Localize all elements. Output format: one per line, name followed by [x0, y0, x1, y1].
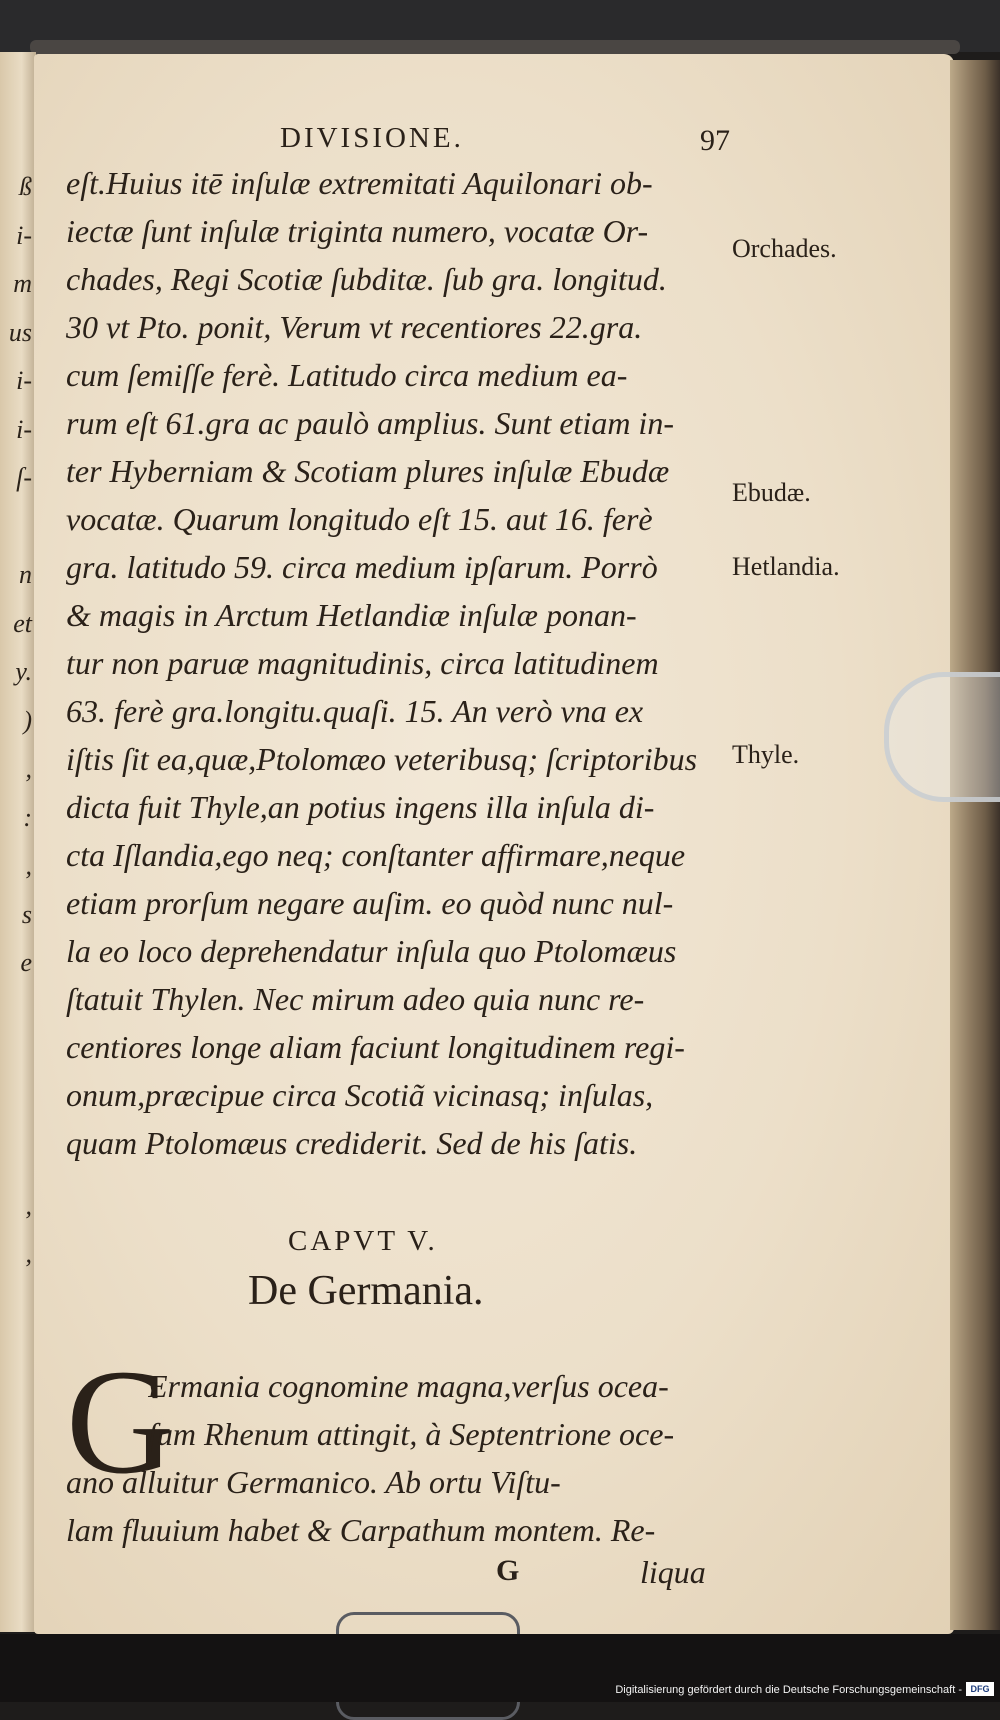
left-edge-fragment: y. [15, 657, 32, 686]
left-edge-fragment: i- [16, 414, 32, 444]
text-line: iſtis ſit ea,quæ,Ptolomæo veteribusq; ſcriptoribus [66, 741, 698, 777]
left-edge-fragment: : [23, 802, 32, 832]
left-edge-fragment: , [25, 1239, 32, 1268]
text-line: cta Iſlandia,ego neq; conſtanter affirmare,neque [66, 837, 686, 873]
text-line: eſt.Huius itē inſulæ extremitati Aquilonari ob- [66, 165, 653, 201]
marginal-note-thyle: Thyle. [732, 740, 800, 769]
drop-cap: G [66, 1339, 175, 1505]
chapter-title: De Germania. [248, 1268, 484, 1314]
left-edge-fragment: , [25, 851, 32, 880]
left-edge-fragment: , [25, 1190, 32, 1220]
paragraph-line: ano alluitur Germanico. Ab ortu Viſtu- [66, 1464, 561, 1500]
left-edge-fragment: i- [16, 220, 32, 250]
paragraph-line: Ermania cognomine magna,verſus ocea- [148, 1368, 669, 1404]
left-edge-fragment [0, 512, 36, 561]
page-number: 97 [700, 124, 730, 157]
left-edge-fragment: s [21, 899, 32, 929]
text-line: la eo loco deprehendatur inſula quo Ptolomæus [66, 933, 677, 969]
left-page-edge [0, 52, 36, 1632]
text-line: vocatæ. Quarum longitudo eſt 15. aut 16. ferè [66, 501, 653, 537]
page-clip [884, 672, 1000, 802]
text-line: chades, Regi Scotiæ ſubditæ. ſub gra. longitud. [66, 261, 667, 297]
left-edge-fragment [0, 997, 36, 1046]
left-edge-fragment: i- [16, 366, 32, 395]
marginal-note-ebudae: Ebudæ. [732, 478, 811, 507]
text-line: iectæ ſunt inſulæ triginta numero, vocatæ Or- [66, 213, 649, 249]
left-edge-fragment: m [13, 269, 32, 298]
text-line: dicta fuit Thyle,an potius ingens illa inſula di- [66, 789, 655, 825]
digitization-credit: Digitalisierung gefördert durch die Deutsche Forschungsgemeinschaft - [615, 1684, 962, 1696]
paragraph-line: lam fluuium habet & Carpathum montem. Re- [66, 1512, 656, 1548]
text-line: centiores longe aliam faciunt longitudinem regi- [66, 1029, 685, 1065]
left-edge-fragment: n [19, 560, 32, 589]
marginal-note-hetlandia: Hetlandia. [732, 552, 840, 581]
text-line: quam Ptolomæus crediderit. Sed de his ſatis. [66, 1125, 638, 1161]
running-head: DIVISIONE. [280, 122, 464, 154]
left-edge-fragment: us [8, 317, 32, 347]
signature-mark: G [496, 1554, 520, 1587]
left-edge-fragment [0, 1045, 36, 1094]
left-edge-fragment: ſ- [16, 463, 32, 492]
left-edge-fragment: e [20, 948, 32, 977]
dfg-logo: DFG [966, 1682, 994, 1696]
text-line: rum eſt 61.gra ac paulò amplius. Sunt etiam in- [66, 405, 674, 441]
left-edge-fragment: ß [19, 172, 32, 201]
left-edge-fragment: et [13, 608, 32, 638]
text-line: gra. latitudo 59. circa medium ipſarum. Porrò [66, 549, 658, 585]
left-edge-fragment [0, 1094, 36, 1143]
left-edge-fragment [0, 1288, 36, 1337]
catchword: liqua [640, 1554, 706, 1590]
marginal-note-orchades: Orchades. [732, 234, 837, 263]
text-line: & magis in Arctum Hetlandiæ inſulæ ponan- [66, 597, 637, 633]
text-line: tur non paruæ magnitudinis, circa latitudinem [66, 645, 659, 681]
text-line: etiam prorſum negare auſim. eo quòd nunc nul- [66, 885, 674, 921]
text-line: ſtatuit Thylen. Nec mirum adeo quia nunc re- [66, 981, 645, 1017]
text-line: cum ſemiſſe ferè. Latitudo circa medium ea- [66, 357, 628, 393]
text-line: onum,præcipue circa Scotiã vicinasq; inſulas, [66, 1077, 654, 1113]
left-edge-fragment [0, 1142, 36, 1191]
page-block-edge [950, 60, 1000, 1630]
left-edge-fragment: , [25, 754, 32, 783]
text-line: ter Hyberniam & Scotiam plures inſulæ Ebudæ [66, 453, 670, 489]
text-line: 63. ferè gra.longitu.quaſi. 15. An verò vna ex [66, 693, 644, 729]
paragraph-line: ſum Rhenum attingit, à Septentrione oce- [148, 1416, 675, 1452]
chapter-heading: CAPVT V. [288, 1225, 438, 1257]
book-spine-edge [30, 40, 960, 54]
text-line: 30 vt Pto. ponit, Verum vt recentiores 22.gra. [66, 309, 643, 345]
left-edge-fragment: ) [23, 705, 32, 735]
left-page-fragments [0, 172, 36, 1336]
